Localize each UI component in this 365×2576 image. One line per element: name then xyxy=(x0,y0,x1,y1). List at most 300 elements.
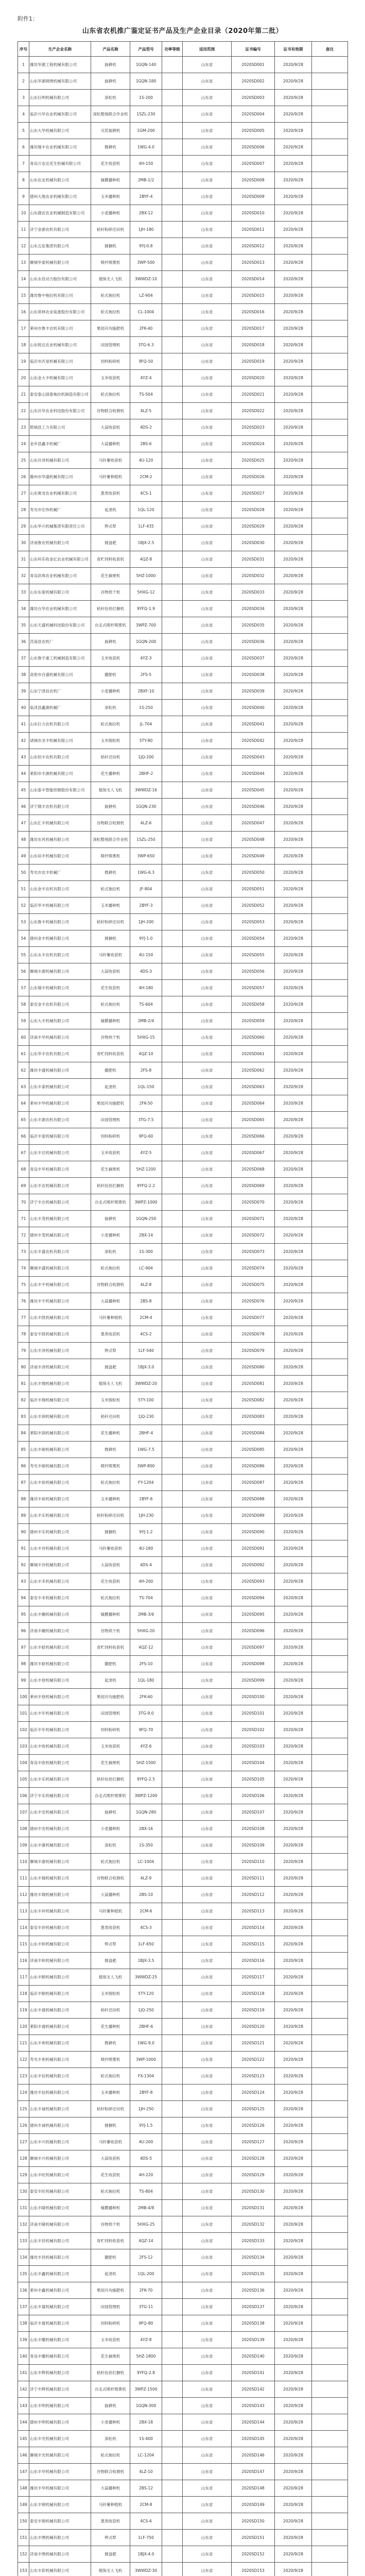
remark-cell xyxy=(312,897,348,914)
product-model-cell: 1JH-250 xyxy=(130,2101,162,2117)
row-number-cell: 120 xyxy=(18,2019,29,2035)
validity-date-cell: 2020/9/28 xyxy=(275,2068,312,2084)
table-row xyxy=(18,1260,348,1277)
validity-date-cell: 2020/9/28 xyxy=(275,1573,312,1590)
validity-date-cell: 2020/9/28 xyxy=(275,1969,312,1986)
manufacturer-name-cell: 山东德农农业机械制造有限公司 xyxy=(29,205,91,222)
scope-cell: 山东省 xyxy=(183,2282,232,2299)
product-model-cell: 3TG-11 xyxy=(130,2299,162,2315)
validity-date-cell: 2020/9/28 xyxy=(275,222,312,238)
scope-cell: 山东省 xyxy=(183,1359,232,1376)
manufacturer-name-cell: 山东天盛机械科技股份有限公司 xyxy=(29,617,91,634)
remark-cell xyxy=(312,1227,348,1244)
remark-cell xyxy=(312,1920,348,1936)
product-name-cell: 圆盘耙 xyxy=(91,2546,130,2563)
manufacturer-name-cell: 山东丰顺机械有限公司 xyxy=(29,1969,91,1986)
row-number-cell: 145 xyxy=(18,2431,29,2447)
product-name-cell: 果园开沟施肥机 xyxy=(91,2282,130,2299)
power-grade-cell xyxy=(162,518,183,535)
row-number-cell: 117 xyxy=(18,1969,29,1986)
validity-date-cell: 2020/9/28 xyxy=(275,1244,312,1260)
row-number-cell: 92 xyxy=(18,1557,29,1573)
certificate-number-cell: 2020SD140 xyxy=(232,2348,275,2365)
product-model-cell: 2BHF-2 xyxy=(130,766,162,782)
validity-date-cell: 2020/9/28 xyxy=(275,172,312,189)
product-model-cell: FY-1204 xyxy=(130,1475,162,1491)
certificate-number-cell: 2020SD047 xyxy=(232,815,275,832)
product-name-cell: 谷物联合收割机 xyxy=(91,403,130,419)
remark-cell xyxy=(312,2480,348,2497)
power-grade-cell xyxy=(162,1112,183,1128)
remark-cell xyxy=(312,2134,348,2150)
power-grade-cell xyxy=(162,337,183,353)
validity-date-cell: 2020/9/28 xyxy=(275,1771,312,1788)
certificate-number-cell: 2020SD097 xyxy=(232,1639,275,1656)
validity-date-cell: 2020/9/28 xyxy=(275,996,312,1013)
validity-date-cell: 2020/9/28 xyxy=(275,2365,312,2381)
product-model-cell: 4DS-2 xyxy=(130,419,162,436)
column-header: 备注 xyxy=(312,42,348,57)
remark-cell xyxy=(312,2348,348,2365)
certificate-number-cell: 2020SD061 xyxy=(232,1046,275,1062)
scope-cell: 山东省 xyxy=(183,1194,232,1211)
product-model-cell: 3WWDZ-10 xyxy=(130,271,162,287)
validity-date-cell: 2020/9/28 xyxy=(275,2497,312,2513)
scope-cell: 山东省 xyxy=(183,2233,232,2249)
product-model-cell: 9YJ-1.2 xyxy=(130,1524,162,1540)
validity-date-cell: 2020/9/28 xyxy=(275,2530,312,2546)
certificate-number-cell: 2020SD033 xyxy=(232,584,275,601)
row-number-cell: 118 xyxy=(18,1986,29,2002)
validity-date-cell: 2020/9/28 xyxy=(275,2216,312,2233)
validity-date-cell: 2020/9/28 xyxy=(275,1260,312,1277)
product-model-cell: 1LF-435 xyxy=(130,518,162,535)
power-grade-cell xyxy=(162,2563,183,2576)
manufacturer-name-cell: 山东丰实机械有限公司 xyxy=(29,1507,91,1524)
manufacturer-name-cell: 青岛万农达花生机械有限公司 xyxy=(29,156,91,172)
product-model-cell: 2CM-8 xyxy=(130,2497,162,2513)
table-row xyxy=(18,832,348,848)
manufacturer-name-cell: 山东丰康机械有限公司 xyxy=(29,1837,91,1854)
certificate-number-cell: 2020SD081 xyxy=(232,1376,275,1392)
power-grade-cell xyxy=(162,1771,183,1788)
table-row xyxy=(18,2282,348,2299)
scope-cell: 山东省 xyxy=(183,2348,232,2365)
row-number-cell: 23 xyxy=(18,419,29,436)
certificate-number-cell: 2020SD109 xyxy=(232,1837,275,1854)
certificate-number-cell: 2020SD085 xyxy=(232,1442,275,1458)
product-name-cell: 圆捆机 xyxy=(91,1524,130,1540)
attachment-label: 附件1： xyxy=(18,15,38,22)
scope-cell: 山东省 xyxy=(183,683,232,700)
row-number-cell: 95 xyxy=(18,1606,29,1623)
row-number-cell: 63 xyxy=(18,1079,29,1095)
product-name-cell: 花生播种机 xyxy=(91,2019,130,2035)
remark-cell xyxy=(312,271,348,287)
power-grade-cell xyxy=(162,1837,183,1854)
scope-cell: 山东省 xyxy=(183,189,232,205)
certificate-number-cell: 2020SD108 xyxy=(232,1821,275,1837)
column-header: 证书编号 xyxy=(232,42,275,57)
row-number-cell: 25 xyxy=(18,452,29,469)
product-model-cell: 1JH-200 xyxy=(130,914,162,930)
power-grade-cell xyxy=(162,700,183,716)
validity-date-cell: 2020/9/28 xyxy=(275,156,312,172)
scope-cell: 山东省 xyxy=(183,2183,232,2200)
scope-cell: 山东省 xyxy=(183,996,232,1013)
product-model-cell: 9YFQ-2.2 xyxy=(130,1178,162,1194)
validity-date-cell: 2020/9/28 xyxy=(275,881,312,897)
scope-cell: 山东省 xyxy=(183,106,232,123)
manufacturer-name-cell: 济宁德丰农机有限公司 xyxy=(29,799,91,815)
power-grade-cell xyxy=(162,1672,183,1689)
product-model-cell: 1S-200 xyxy=(130,90,162,106)
row-number-cell: 71 xyxy=(18,1211,29,1227)
product-model-cell: LC-1204 xyxy=(130,2447,162,2464)
power-grade-cell xyxy=(162,535,183,551)
manufacturer-name-cell: 潍坊丰稔机械有限公司 xyxy=(29,1656,91,1672)
remark-cell xyxy=(312,2530,348,2546)
manufacturer-name-cell: 山东丰茂机械有限公司 xyxy=(29,1211,91,1227)
manufacturer-name-cell: 山东农友机械有限公司 xyxy=(29,172,91,189)
certificate-number-cell: 2020SD046 xyxy=(232,799,275,815)
manufacturer-name-cell: 山东丰泰机械有限公司 xyxy=(29,1079,91,1095)
power-grade-cell xyxy=(162,1244,183,1260)
power-grade-cell xyxy=(162,1986,183,2002)
manufacturer-name-cell: 潍坊东风机械有限公司 xyxy=(29,832,91,848)
validity-date-cell: 2020/9/28 xyxy=(275,1788,312,1804)
power-grade-cell xyxy=(162,1920,183,1936)
power-grade-cell xyxy=(162,1475,183,1491)
scope-cell: 山东省 xyxy=(183,1507,232,1524)
power-grade-cell xyxy=(162,584,183,601)
power-grade-cell xyxy=(162,2398,183,2414)
power-grade-cell xyxy=(162,2117,183,2134)
validity-date-cell: 2020/9/28 xyxy=(275,2381,312,2398)
certificate-number-cell: 2020SD078 xyxy=(232,1326,275,1343)
manufacturer-name-cell: 济南丰绣机械有限公司 xyxy=(29,2546,91,2563)
product-model-cell: 1JQ-200 xyxy=(130,749,162,766)
table-row xyxy=(18,1920,348,1936)
product-model-cell: 2BS-8 xyxy=(130,1293,162,1310)
remark-cell xyxy=(312,551,348,568)
manufacturer-name-cell: 山东恒丰农机有限公司 xyxy=(29,749,91,766)
manufacturer-name-cell: 青岛丰收机械有限公司 xyxy=(29,1755,91,1771)
remark-cell xyxy=(312,1837,348,1854)
scope-cell: 山东省 xyxy=(183,287,232,304)
table-row xyxy=(18,1046,348,1062)
power-grade-cell xyxy=(162,469,183,485)
manufacturer-name-cell: 山东丰安机械有限公司 xyxy=(29,1804,91,1821)
table-row xyxy=(18,386,348,403)
table-row xyxy=(18,238,348,255)
remark-cell xyxy=(312,634,348,650)
product-name-cell: 秸秆还田机 xyxy=(91,2002,130,2019)
remark-cell xyxy=(312,1672,348,1689)
certificate-number-cell: 2020SD051 xyxy=(232,881,275,897)
table-row xyxy=(18,57,348,73)
validity-date-cell: 2020/9/28 xyxy=(275,370,312,386)
table-row xyxy=(18,1771,348,1788)
certificate-number-cell: 2020SD094 xyxy=(232,1590,275,1606)
product-name-cell: 铺膜播种机 xyxy=(91,2200,130,2216)
power-grade-cell xyxy=(162,436,183,452)
manufacturer-name-cell: 济宁金源农机有限公司 xyxy=(29,222,91,238)
table-row xyxy=(18,2101,348,2117)
product-name-cell: 大蒜收获机 xyxy=(91,963,130,980)
product-model-cell: 2FS-5 xyxy=(130,667,162,683)
remark-cell xyxy=(312,2513,348,2530)
manufacturer-name-cell: 泰安丰旺机械有限公司 xyxy=(29,2183,91,2200)
product-model-cell: 1JH-230 xyxy=(130,1507,162,1524)
row-number-cell: 75 xyxy=(18,1277,29,1293)
product-name-cell: 马铃薯种植机 xyxy=(91,1310,130,1326)
row-number-cell: 77 xyxy=(18,1310,29,1326)
product-model-cell: 1LF-650 xyxy=(130,1936,162,1953)
product-name-cell: 旋耕机 xyxy=(91,799,130,815)
power-grade-cell xyxy=(162,1491,183,1507)
manufacturer-name-cell: 诸城市圣丰机械有限公司 xyxy=(29,733,91,749)
row-number-cell: 85 xyxy=(18,1442,29,1458)
product-model-cell: 2BX-16 xyxy=(130,1821,162,1837)
manufacturer-name-cell: 潍坊华源工程机械有限公司 xyxy=(29,57,91,73)
manufacturer-name-cell: 山东丰通机械有限公司 xyxy=(29,2002,91,2019)
power-grade-cell xyxy=(162,2348,183,2365)
validity-date-cell: 2020/9/28 xyxy=(275,90,312,106)
certificate-number-cell: 2020SD057 xyxy=(232,980,275,996)
table-row xyxy=(18,123,348,139)
scope-cell: 山东省 xyxy=(183,1376,232,1392)
manufacturer-name-cell: 泰安丰凯机械有限公司 xyxy=(29,1326,91,1343)
certificate-number-cell: 2020SD134 xyxy=(232,2249,275,2266)
certificate-number-cell: 2020SD080 xyxy=(232,1359,275,1376)
validity-date-cell: 2020/9/28 xyxy=(275,304,312,320)
table-row xyxy=(18,1936,348,1953)
product-name-cell: 玉米收获机 xyxy=(91,1145,130,1161)
row-number-cell: 94 xyxy=(18,1590,29,1606)
product-model-cell: 2FS-8 xyxy=(130,1062,162,1079)
scope-cell: 山东省 xyxy=(183,2035,232,2052)
power-grade-cell xyxy=(162,2249,183,2266)
product-name-cell: 花生收获机 xyxy=(91,2167,130,2183)
certificate-number-cell: 2020SD044 xyxy=(232,766,275,782)
remark-cell xyxy=(312,650,348,667)
power-grade-cell xyxy=(162,1194,183,1211)
row-number-cell: 36 xyxy=(18,634,29,650)
product-name-cell: 深松机 xyxy=(91,90,130,106)
table-row xyxy=(18,881,348,897)
validity-date-cell: 2020/9/28 xyxy=(275,485,312,502)
row-number-cell: 37 xyxy=(18,650,29,667)
manufacturer-name-cell: 山东锐达农业机械有限公司 xyxy=(29,337,91,353)
validity-date-cell: 2020/9/28 xyxy=(275,2563,312,2576)
certificate-number-cell: 2020SD022 xyxy=(232,403,275,419)
table-row xyxy=(18,1425,348,1442)
scope-cell: 山东省 xyxy=(183,370,232,386)
certificate-number-cell: 2020SD023 xyxy=(232,419,275,436)
product-name-cell: 小麦播种机 xyxy=(91,205,130,222)
certificate-number-cell: 2020SD152 xyxy=(232,2546,275,2563)
power-grade-cell xyxy=(162,848,183,865)
product-model-cell: 1S-400 xyxy=(130,2431,162,2447)
power-grade-cell xyxy=(162,2480,183,2497)
certificate-number-cell: 2020SD020 xyxy=(232,370,275,386)
manufacturer-name-cell: 山东常林农业装备股份有限公司 xyxy=(29,304,91,320)
validity-date-cell: 2020/9/28 xyxy=(275,238,312,255)
validity-date-cell: 2020/9/28 xyxy=(275,502,312,518)
manufacturer-name-cell: 青岛丰耀机械有限公司 xyxy=(29,2348,91,2365)
row-number-cell: 57 xyxy=(18,980,29,996)
validity-date-cell: 2020/9/28 xyxy=(275,1705,312,1722)
validity-date-cell: 2020/9/28 xyxy=(275,1623,312,1639)
certificate-number-cell: 2020SD091 xyxy=(232,1540,275,1557)
validity-date-cell: 2020/9/28 xyxy=(275,1425,312,1442)
row-number-cell: 106 xyxy=(18,1788,29,1804)
row-number-cell: 47 xyxy=(18,815,29,832)
row-number-cell: 138 xyxy=(18,2315,29,2332)
remark-cell xyxy=(312,832,348,848)
row-number-cell: 123 xyxy=(18,2068,29,2084)
product-name-cell: 起垄机 xyxy=(91,1672,130,1689)
table-row xyxy=(18,1524,348,1540)
product-model-cell: 1S-300 xyxy=(130,1244,162,1260)
certificate-number-cell: 2020SD115 xyxy=(232,1936,275,1953)
power-grade-cell xyxy=(162,2101,183,2117)
certificate-number-cell: 2020SD122 xyxy=(232,2052,275,2068)
power-grade-cell xyxy=(162,1656,183,1672)
product-name-cell: 谷物烘干机 xyxy=(91,1029,130,1046)
row-number-cell: 111 xyxy=(18,1870,29,1887)
validity-date-cell: 2020/9/28 xyxy=(275,1128,312,1145)
remark-cell xyxy=(312,1343,348,1359)
row-number-cell: 134 xyxy=(18,2249,29,2266)
power-grade-cell xyxy=(162,2414,183,2431)
power-grade-cell xyxy=(162,683,183,700)
power-grade-cell xyxy=(162,1178,183,1194)
power-grade-cell xyxy=(162,1755,183,1771)
certificate-number-cell: 2020SD040 xyxy=(232,700,275,716)
certificate-number-cell: 2020SD141 xyxy=(232,2365,275,2381)
row-number-cell: 126 xyxy=(18,2117,29,2134)
product-model-cell: 9YFQ-2.8 xyxy=(130,2365,162,2381)
manufacturer-name-cell: 山东丰兴机械有限公司 xyxy=(29,2134,91,2150)
table-row xyxy=(18,106,348,123)
manufacturer-name-cell: 寿光丰利机械有限公司 xyxy=(29,2052,91,2068)
product-name-cell: 田园管理机 xyxy=(91,2299,130,2315)
product-model-cell: 4CS-3 xyxy=(130,1920,162,1936)
remark-cell xyxy=(312,238,348,255)
validity-date-cell: 2020/9/28 xyxy=(275,1722,312,1738)
manufacturer-name-cell: 滕州市华盛机械有限公司 xyxy=(29,469,91,485)
row-number-cell: 46 xyxy=(18,799,29,815)
table-row xyxy=(18,518,348,535)
certificate-number-cell: 2020SD063 xyxy=(232,1079,275,1095)
power-grade-cell xyxy=(162,963,183,980)
table-row xyxy=(18,403,348,419)
power-grade-cell xyxy=(162,1062,183,1079)
validity-date-cell: 2020/9/28 xyxy=(275,2414,312,2431)
table-row xyxy=(18,370,348,386)
table-row xyxy=(18,2447,348,2464)
product-model-cell: 4LZ-6 xyxy=(130,815,162,832)
row-number-cell: 64 xyxy=(18,1095,29,1112)
validity-date-cell: 2020/9/28 xyxy=(275,865,312,881)
product-name-cell: 自走式喷杆喷雾机 xyxy=(91,1194,130,1211)
scope-cell: 山东省 xyxy=(183,2431,232,2447)
manufacturer-name-cell: 济南丰华机械有限公司 xyxy=(29,1029,91,1046)
remark-cell xyxy=(312,2414,348,2431)
product-name-cell: 大蒜收获机 xyxy=(91,419,130,436)
table-row xyxy=(18,2084,348,2101)
table-row xyxy=(18,1804,348,1821)
remark-cell xyxy=(312,1145,348,1161)
certificate-number-cell: 2020SD075 xyxy=(232,1277,275,1293)
remark-cell xyxy=(312,2117,348,2134)
certificate-number-cell: 2020SD011 xyxy=(232,222,275,238)
power-grade-cell xyxy=(162,617,183,634)
table-row xyxy=(18,436,348,452)
product-model-cell: 3WP-650 xyxy=(130,848,162,865)
table-row xyxy=(18,2117,348,2134)
scope-cell: 山东省 xyxy=(183,1837,232,1854)
remark-cell xyxy=(312,1425,348,1442)
product-name-cell: 大蒜播种机 xyxy=(91,2480,130,2497)
power-grade-cell xyxy=(162,1013,183,1029)
product-model-cell: 4YZ-5 xyxy=(130,1145,162,1161)
validity-date-cell: 2020/9/28 xyxy=(275,386,312,403)
validity-date-cell: 2020/9/28 xyxy=(275,2299,312,2315)
product-model-cell: 4U-200 xyxy=(130,2134,162,2150)
scope-cell: 山东省 xyxy=(183,568,232,584)
product-model-cell: 1WG-9.0 xyxy=(130,2035,162,2052)
remark-cell xyxy=(312,2150,348,2167)
scope-cell: 山东省 xyxy=(183,881,232,897)
product-name-cell: 玉米播种机 xyxy=(91,1491,130,1507)
row-number-cell: 87 xyxy=(18,1475,29,1491)
power-grade-cell xyxy=(162,1540,183,1557)
table-row xyxy=(18,650,348,667)
product-name-cell: 葱类收获机 xyxy=(91,2513,130,2530)
column-header: 证书有效期 xyxy=(275,42,312,57)
scope-cell: 山东省 xyxy=(183,2266,232,2282)
validity-date-cell: 2020/9/28 xyxy=(275,667,312,683)
row-number-cell: 73 xyxy=(18,1244,29,1260)
manufacturer-name-cell: 山东五征集团有限公司 xyxy=(29,238,91,255)
manufacturer-name-cell: 德州金丰机械有限公司 xyxy=(29,930,91,947)
validity-date-cell: 2020/9/28 xyxy=(275,2464,312,2480)
row-number-cell: 83 xyxy=(18,1409,29,1425)
certificate-number-cell: 2020SD028 xyxy=(232,502,275,518)
product-model-cell: 2BYF-4 xyxy=(130,189,162,205)
validity-date-cell: 2020/9/28 xyxy=(275,1359,312,1376)
certificate-number-cell: 2020SD018 xyxy=(232,337,275,353)
scope-cell: 山东省 xyxy=(183,2332,232,2348)
validity-date-cell: 2020/9/28 xyxy=(275,1854,312,1870)
remark-cell xyxy=(312,1310,348,1326)
scope-cell: 山东省 xyxy=(183,337,232,353)
product-model-cell: 1GQN-200 xyxy=(130,634,162,650)
manufacturer-name-cell: 山东丰绣机械有限公司 xyxy=(29,2530,91,2546)
product-model-cell: 2MB-2/4 xyxy=(130,1013,162,1029)
product-name-cell: 轮式拖拉机 xyxy=(91,881,130,897)
manufacturer-name-cell: 泰安丰禾机械有限公司 xyxy=(29,1590,91,1606)
row-number-cell: 100 xyxy=(18,1689,29,1705)
product-name-cell: 花生收获机 xyxy=(91,980,130,996)
row-number-cell: 127 xyxy=(18,2134,29,2150)
product-name-cell: 轮式拖拉机 xyxy=(91,287,130,304)
row-number-cell: 53 xyxy=(18,914,29,930)
manufacturer-name-cell: 潍坊丰盛机械有限公司 xyxy=(29,1062,91,1079)
